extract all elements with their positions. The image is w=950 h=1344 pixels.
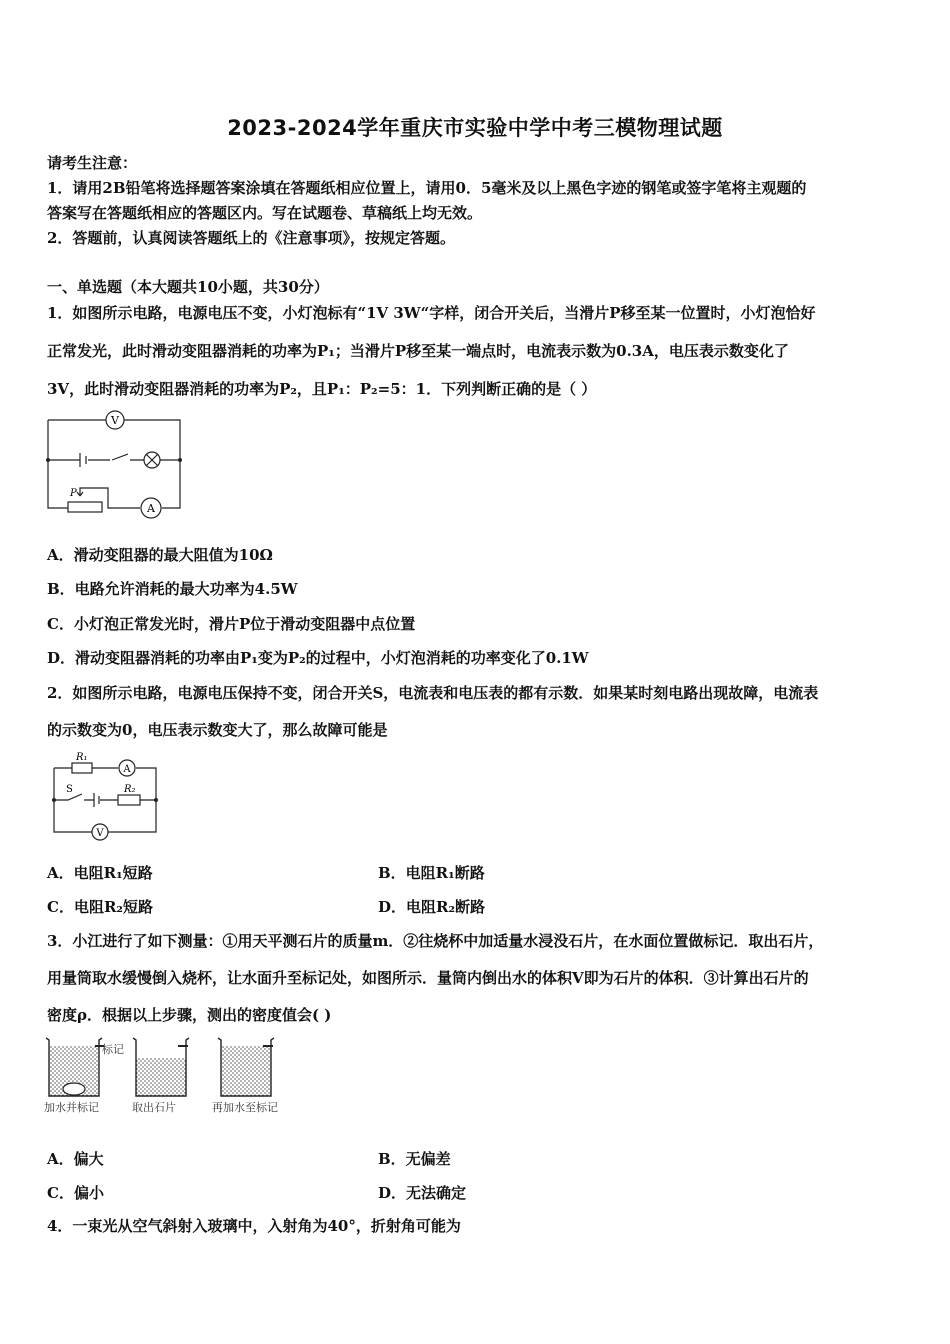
page-title: 2023-2024学年重庆市实验中学中考三模物理试题 xyxy=(227,116,723,140)
q2-fig-voltmeter-label: V xyxy=(96,828,104,839)
q2-circuit-figure xyxy=(44,750,169,842)
q3-text-line-1: 3．小江进行了如下测量：①用天平测石片的质量m．②往烧杯中加适量水浸没石片，在水面位置做标记．取出石片， xyxy=(47,932,824,950)
q1-text-line-3: 3V，此时滑动变阻器消耗的功率为P₂，且P₁：P₂=5：1．下列判断正确的是（ ） xyxy=(47,380,597,398)
q3-option-a: A．偏大 xyxy=(47,1150,104,1168)
q1-fig-voltmeter-label: V xyxy=(111,414,119,427)
notice-line-3: 2．答题前，认真阅读答题纸上的《注意事项》，按规定答题。 xyxy=(47,229,455,247)
q3-beaker-figure xyxy=(40,1032,310,1118)
q1-text-line-1: 1．如图所示电路，电源电压不变，小灯泡标有“1V 3W“字样，闭合开关后，当滑片P移至某一位置时，小灯泡恰好 xyxy=(47,304,816,322)
q2-fig-switch-label: S xyxy=(66,784,73,795)
q1-option-d: D．滑动变阻器消耗的功率由P₁变为P₂的过程中，小灯泡消耗的功率变化了0.1W xyxy=(47,649,589,667)
q1-fig-ammeter-label: A xyxy=(147,502,155,515)
q1-option-a: A．滑动变阻器的最大阻值为10Ω xyxy=(47,546,273,564)
notice-heading: 请考生注意： xyxy=(47,154,138,172)
notice-line-2: 答案写在答题纸相应的答题区内。写在试题卷、草稿纸上均无效。 xyxy=(47,204,483,222)
notice-line-1: 1．请用2B铅笔将选择题答案涂填在答题纸相应位置上，请用0．5毫米及以上黑色字迹的钢笔或签字笔将主观题的 xyxy=(47,179,807,197)
q3-option-b: B．无偏差 xyxy=(378,1150,451,1168)
q1-fig-slider-label: P xyxy=(70,488,77,499)
q4-text-line-1: 4．一束光从空气斜射入玻璃中，入射角为40°，折射角可能为 xyxy=(47,1217,461,1235)
q2-text-line-1: 2．如图所示电路，电源电压保持不变，闭合开关S，电流表和电压表的都有示数．如果某时刻电路出现故障，电流表 xyxy=(47,684,819,702)
q2-fig-r2-label: R₂ xyxy=(124,784,136,795)
q3-fig-mark-label: 标记 xyxy=(102,1043,124,1056)
q2-option-a: A．电阻R₁短路 xyxy=(47,864,153,882)
q3-option-d: D．无法确定 xyxy=(378,1184,467,1202)
q2-option-c: C．电阻R₂短路 xyxy=(47,898,153,916)
q2-fig-r1-label: R₁ xyxy=(76,752,88,763)
q2-text-line-2: 的示数变为0，电压表示数变大了，那么故障可能是 xyxy=(47,721,388,739)
q2-option-d: D．电阻R₂断路 xyxy=(378,898,486,916)
q1-option-c: C．小灯泡正常发光时，滑片P位于滑动变阻器中点位置 xyxy=(47,615,416,633)
q2-fig-ammeter-label: A xyxy=(123,764,131,775)
q1-text-line-2: 正常发光，此时滑动变阻器消耗的功率为P₁；当滑片P移至某一端点时，电流表示数为0.3A，电压表示数变化了 xyxy=(47,342,789,360)
q3-text-line-2: 用量筒取水缓慢倒入烧杯，让水面升至标记处，如图所示．量筒内倒出水的体积V即为石片的体积．③计算出石片的 xyxy=(47,969,809,987)
q2-option-b: B．电阻R₁断路 xyxy=(378,864,485,882)
q3-option-c: C．偏小 xyxy=(47,1184,104,1202)
q3-text-line-3: 密度ρ．根据以上步骤，测出的密度值会( ) xyxy=(47,1006,332,1024)
q3-fig-caption-1: 加水并标记 xyxy=(44,1101,99,1114)
section-heading: 一、单选题（本大题共10小题，共30分） xyxy=(47,278,329,296)
q1-circuit-figure xyxy=(40,410,190,520)
q3-fig-caption-3: 再加水至标记 xyxy=(212,1101,278,1114)
q3-fig-caption-2: 取出石片 xyxy=(132,1101,176,1114)
q1-option-b: B．电路允许消耗的最大功率为4.5W xyxy=(47,580,298,598)
